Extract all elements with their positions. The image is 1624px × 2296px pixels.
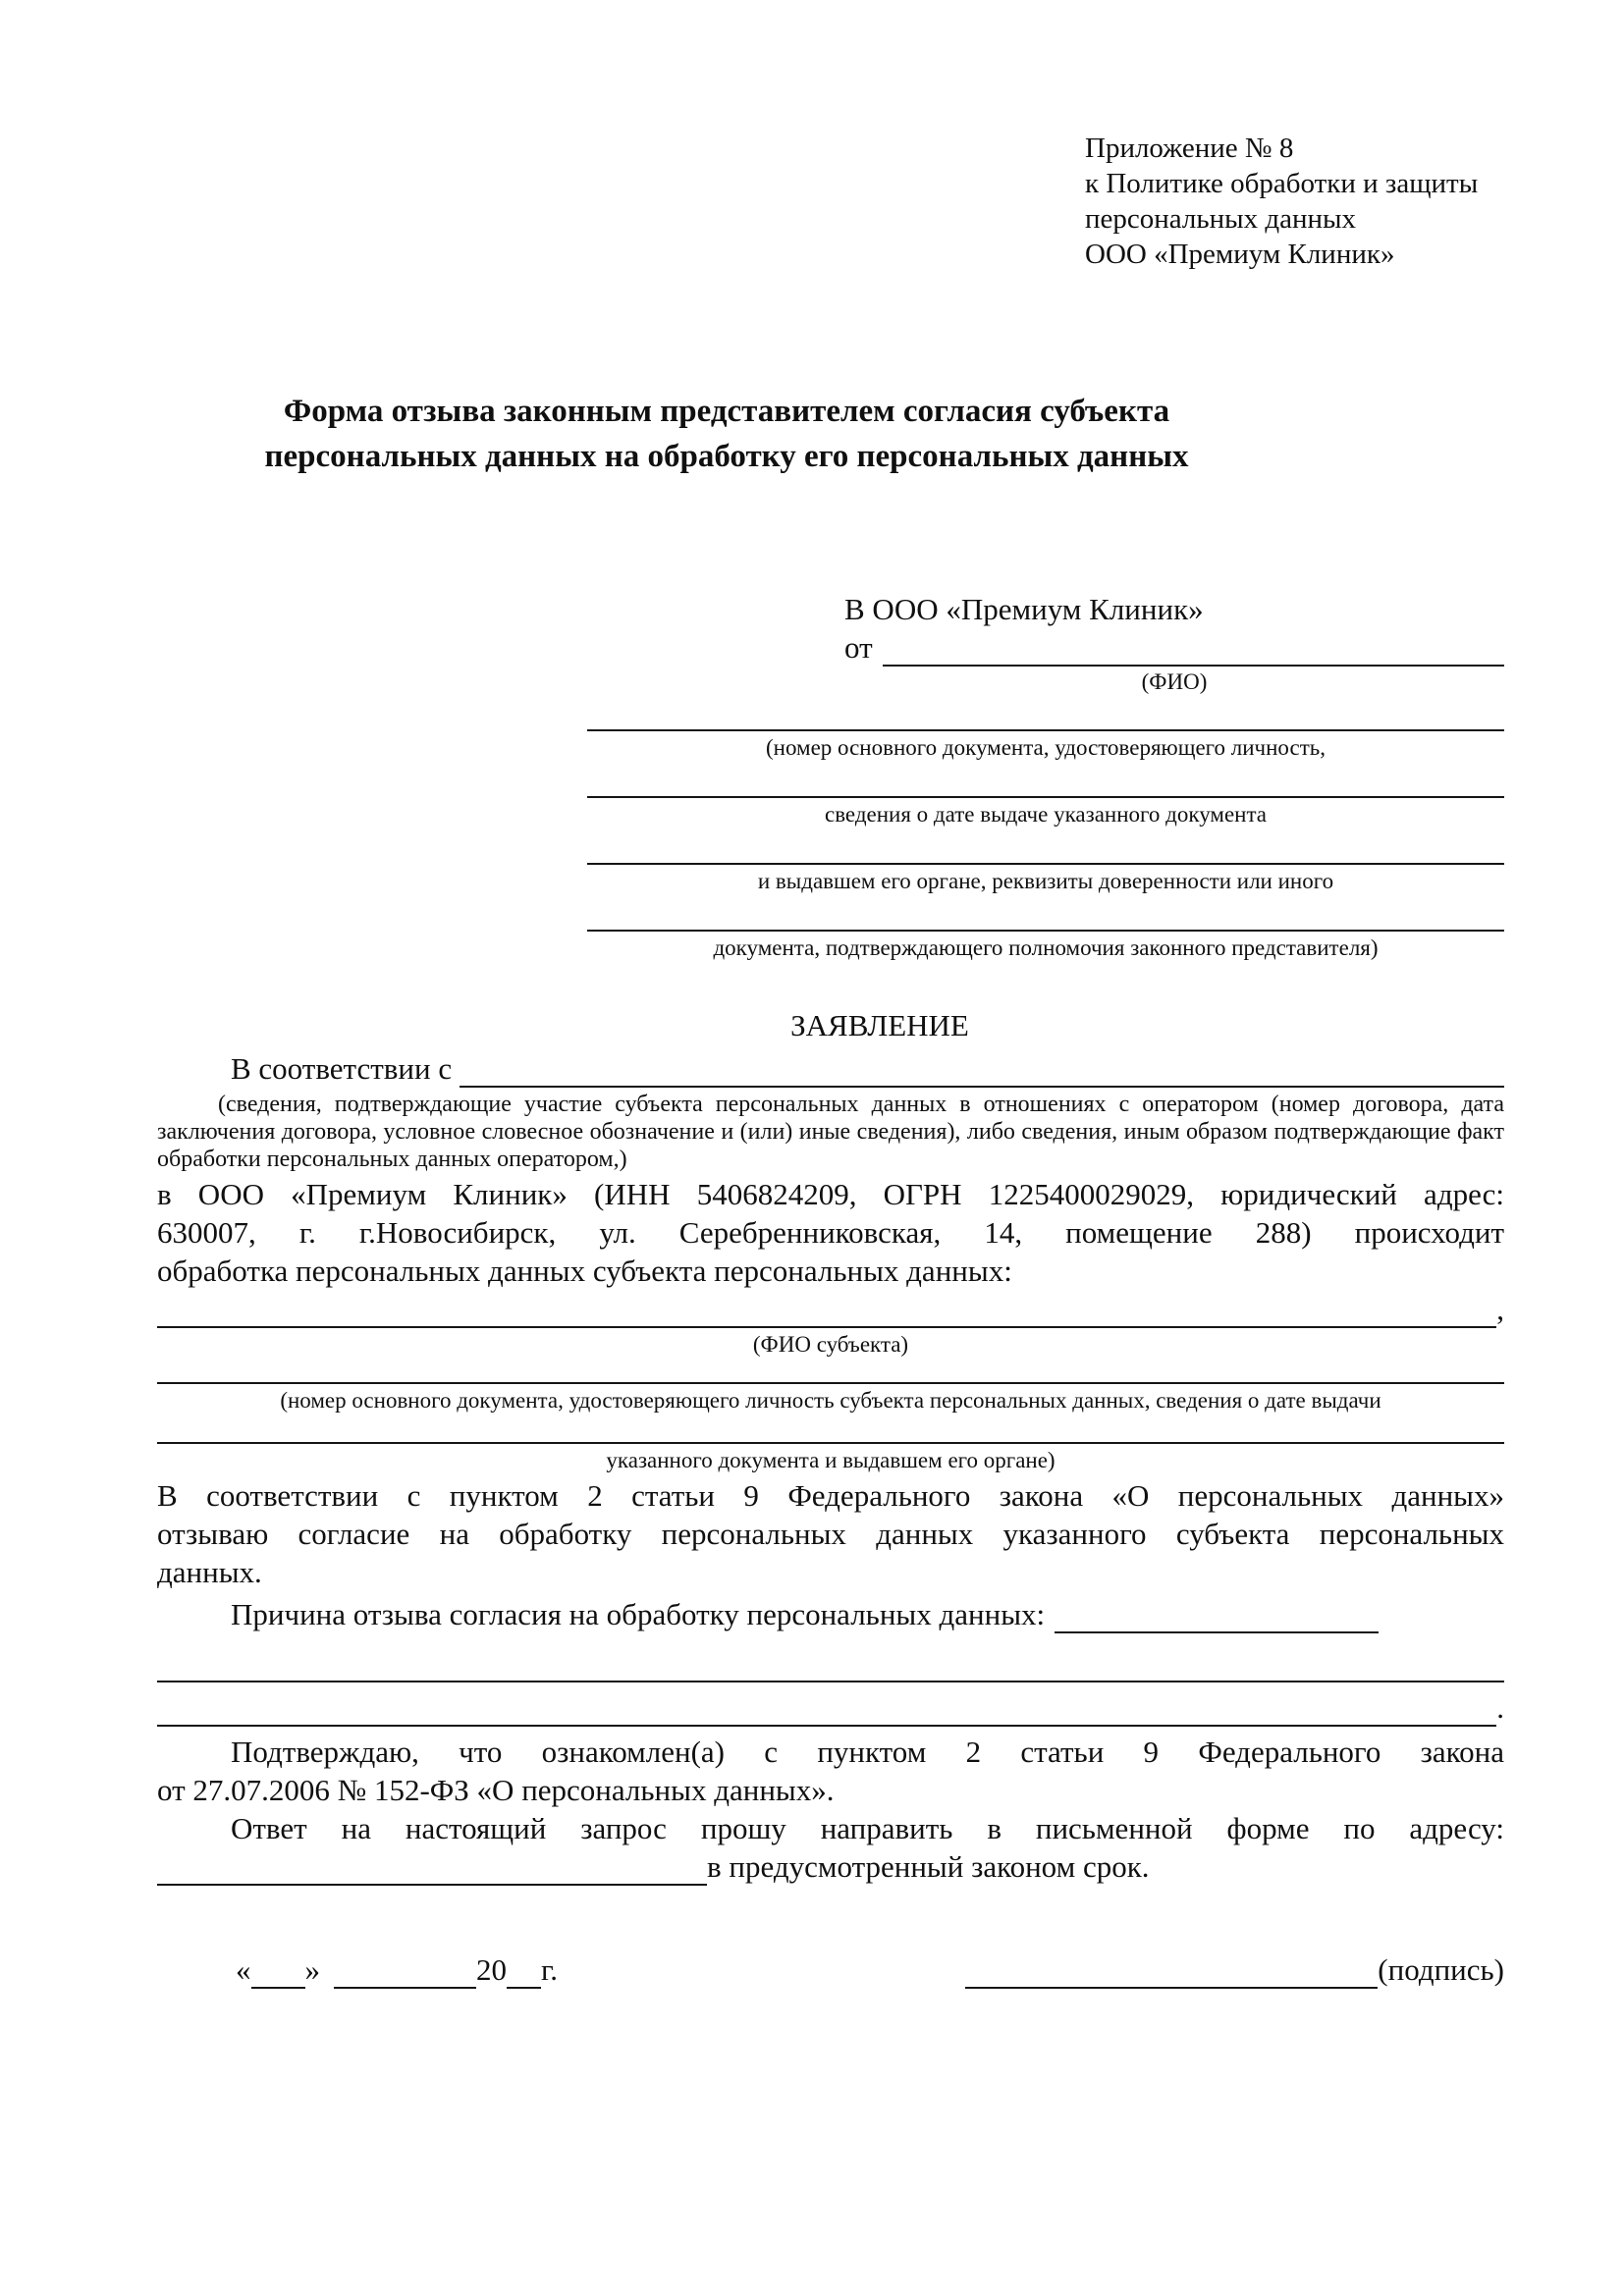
accordance-lead: В соответствии с	[231, 1051, 453, 1086]
signature-caption: (подпись)	[1378, 1952, 1504, 1987]
day-blank-line	[251, 1959, 305, 1989]
blank-caption: документа, подтверждающего полномочия законного представителя)	[713, 935, 1379, 960]
fio-blank-line	[883, 637, 1504, 667]
blank-caption: сведения о дате выдаче указанного документа	[824, 802, 1268, 827]
addressee-organization: В ООО «Премиум Клиник»	[844, 592, 1204, 626]
reason-blank-line	[1055, 1604, 1379, 1633]
subject-fio-blank-line	[157, 1299, 1496, 1328]
subject-document-caption: указанного документа и выдавшем его органе)	[606, 1448, 1056, 1472]
representative-document-rows	[587, 729, 1504, 996]
signature-group	[965, 1950, 1504, 1989]
signature-blank-line	[965, 1959, 1378, 1989]
from-label: от	[844, 630, 873, 665]
subject-fio-row	[157, 1290, 1504, 1328]
blank-row	[587, 796, 1504, 863]
month-blank-line	[334, 1959, 476, 1989]
blank-caption: и выдавшем его органе, реквизиты доверенности или иного	[757, 869, 1334, 893]
reason-blank-line	[157, 1681, 1504, 1682]
appendix-line: персональных данных	[1085, 203, 1357, 235]
footer-row	[157, 1950, 1504, 1989]
statement-heading: ЗАЯВЛЕНИЕ	[790, 1008, 969, 1042]
blank-caption: (номер основного документа, удостоверяющего личность,	[765, 735, 1326, 760]
blank-row	[587, 863, 1504, 930]
blank-row	[587, 729, 1504, 796]
withdrawal-paragraph	[157, 1476, 1504, 1591]
appendix-note	[1085, 131, 1504, 272]
document-title: Форма отзыва законным представителем согласия субъекта персональных данных на обработку его персональных данных	[264, 394, 1189, 474]
trailing-period: .	[1496, 1690, 1504, 1725]
operator-paragraph	[157, 1175, 1504, 1290]
year-prefix: 20	[476, 1952, 507, 1987]
appendix-line: Приложение № 8	[1085, 133, 1294, 164]
operator-paragraph-line: обработка персональных данных субъекта персональных данных:	[157, 1254, 1012, 1288]
accordance-blank-line	[460, 1058, 1504, 1088]
reason-line	[157, 1595, 1504, 1633]
response-address-line	[157, 1847, 1504, 1886]
accordance-footnote: (сведения, подтверждающие участие субъекта персональных данных в отношениях с оператором (номер договора, дата заключения договора, условное словесное обозначение и (или) иные сведения), либо сведения, иным образом подтверждающие факт обработки персональных данных оператором,)	[157, 1092, 1504, 1172]
subject-fio-caption: (ФИО субъекта)	[752, 1332, 909, 1357]
confirmation-paragraph-line: от 27.07.2006 № 152-ФЗ «О персональных данных».	[157, 1773, 835, 1807]
appendix-line: ООО «Премиум Клиник»	[1085, 239, 1395, 270]
confirmation-paragraph	[157, 1733, 1504, 1809]
year-blank-line	[507, 1959, 541, 1989]
withdrawal-paragraph-line: данных.	[157, 1555, 262, 1589]
quote-open: «	[236, 1952, 251, 1987]
quote-close: »	[304, 1952, 320, 1987]
withdrawal-paragraph-line: В соответствии с пунктом 2 статьи 9 Федерального закона «О персональных данных»	[157, 1478, 1504, 1513]
response-tail: в предусмотренный законом срок.	[707, 1849, 1150, 1884]
year-suffix: г.	[541, 1952, 558, 1987]
reason-lead: Причина отзыва согласия на обработку персональных данных:	[231, 1597, 1046, 1631]
trailing-comma: ,	[1496, 1292, 1504, 1326]
reason-blank-line	[157, 1697, 1496, 1727]
accordance-line	[157, 1049, 1504, 1088]
withdrawal-paragraph-line: отзываю согласие на обработку персональных данных указанного субъекта персональных	[157, 1517, 1504, 1551]
addressee-block	[844, 590, 1504, 696]
subject-document-caption: (номер основного документа, удостоверяющего личность субъекта персональных данных, сведения о дате выдачи	[280, 1388, 1381, 1413]
confirmation-paragraph-line: Подтверждаю, что ознакомлен(а) с пунктом 2 статьи 9 Федерального закона	[231, 1735, 1504, 1769]
operator-paragraph-line: 630007, г. г.Новосибирск, ул. Серебренниковская, 14, помещение 288) происходит	[157, 1215, 1504, 1250]
response-lead: Ответ на настоящий запрос прошу направить в письменной форме по адресу:	[231, 1811, 1504, 1845]
reason-blank-row	[157, 1688, 1504, 1727]
address-blank-line	[157, 1856, 707, 1886]
blank-row	[587, 930, 1504, 996]
appendix-line: к Политике обработки и защиты	[1085, 168, 1479, 199]
operator-paragraph-line: в ООО «Премиум Клиник» (ИНН 5406824209, ОГРН 1225400029029, юридический адрес:	[157, 1177, 1504, 1211]
date-group	[236, 1950, 558, 1989]
fio-caption: (ФИО)	[1141, 669, 1208, 694]
from-line	[844, 628, 1504, 667]
